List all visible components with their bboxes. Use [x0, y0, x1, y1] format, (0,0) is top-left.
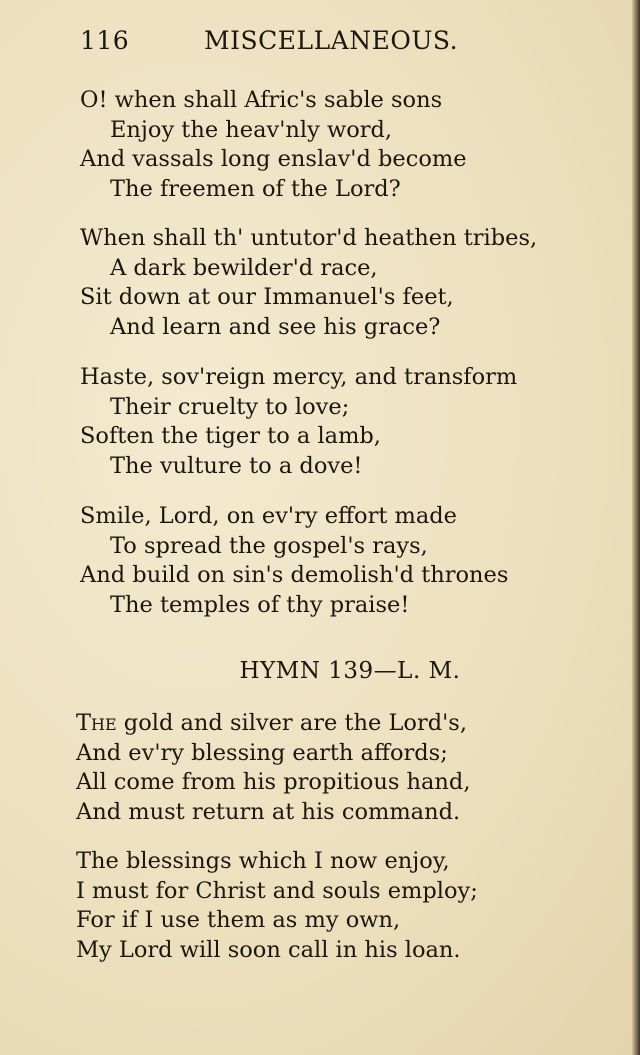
- verse-line: When shall th' untutor'd heathen tribes,: [80, 225, 538, 251]
- page-edge: [632, 0, 640, 1055]
- verse-line: Enjoy the heav'nly word,: [110, 116, 393, 143]
- verse-line: Haste, sov'reign mercy, and transform: [80, 364, 518, 390]
- verse-line: I must for Christ and souls employ;: [76, 877, 478, 904]
- hymn-stanza-1: [76, 709, 616, 827]
- hymn-stanza-2: [76, 847, 616, 965]
- page-header: [80, 26, 500, 60]
- verse-line: The blessings which I now enjoy,: [76, 848, 450, 874]
- stanza-4: [80, 502, 620, 620]
- verse-line: O! when shall Afric's sable sons: [80, 87, 443, 113]
- verse-line: A dark bewilder'd race,: [110, 254, 378, 281]
- verse-line: My Lord will soon call in his loan.: [76, 936, 461, 963]
- verse-line: And must return at his command.: [76, 798, 461, 825]
- verse-line: And build on sin's demolish'd thrones: [80, 562, 509, 588]
- page-number: 116: [80, 26, 130, 55]
- verse-line: All come from his propitious hand,: [76, 769, 471, 795]
- stanza-3: [80, 363, 620, 481]
- hymn-title: HYMN 139—L. M.: [239, 658, 461, 684]
- verse-line: Sit down at our Immanuel's feet,: [80, 284, 454, 310]
- stanza-1: [80, 86, 620, 204]
- verse-line-text: gold and silver are the Lord's,: [123, 710, 467, 736]
- hymn-first-word: The: [76, 710, 117, 736]
- verse-line: The temples of thy praise!: [110, 591, 410, 618]
- verse-line: And ev'ry blessing earth affords;: [76, 739, 448, 766]
- verse-line: Their cruelty to love;: [110, 393, 350, 420]
- verse-line: To spread the gospel's rays,: [110, 532, 428, 559]
- verse-line: Smile, Lord, on ev'ry effort made: [80, 503, 457, 529]
- running-title: MISCELLANEOUS.: [204, 26, 459, 55]
- verse-line: The vulture to a dove!: [110, 452, 363, 479]
- verse-line: The freemen of the Lord?: [110, 175, 401, 202]
- verse-line: For if I use them as my own,: [76, 907, 401, 933]
- verse-line: [76, 709, 616, 739]
- verse-line: And vassals long enslav'd become: [80, 146, 467, 172]
- verse-line: Soften the tiger to a lamb,: [80, 423, 381, 449]
- verse-line: And learn and see his grace?: [110, 313, 441, 340]
- stanza-2: [80, 224, 620, 342]
